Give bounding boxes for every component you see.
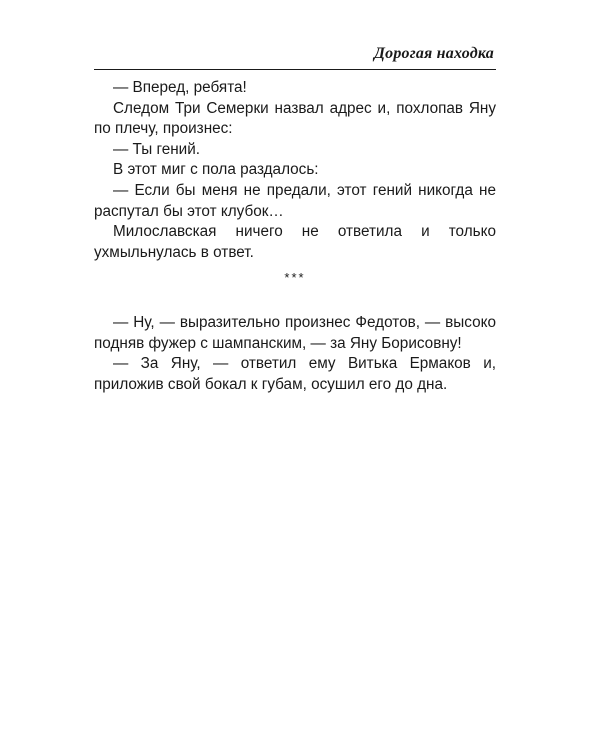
paragraph: Следом Три Семерки назвал адрес и, похлопав Яну по плечу, произнес: <box>94 99 496 138</box>
header-divider <box>94 69 496 70</box>
paragraph: Милославская ничего не ответила и только ухмыльнулась в ответ. <box>94 223 496 261</box>
paragraph: В этот миг с пола раздалось: <box>113 161 319 179</box>
paragraph: — Ты гений. <box>113 140 201 158</box>
text-section-2 <box>94 313 496 395</box>
paragraph: — Ну, — выразительно произнес Федотов, — высоко подняв фужер с шампанским, — за Яну Борисовну! <box>94 314 496 352</box>
text-section-1 <box>94 78 496 263</box>
paragraph: — Если бы меня не предали, этот гений никогда не распутал бы этот клубок… <box>94 181 496 220</box>
paragraph: — Вперед, ребята! <box>113 79 247 96</box>
running-head-title: Дорогая находка <box>374 45 494 62</box>
paragraph: — За Яну, — ответил ему Витька Ермаков и, приложив свой бокал к губам, осушил его до дна. <box>94 355 496 393</box>
section-separator: *** <box>284 270 306 285</box>
